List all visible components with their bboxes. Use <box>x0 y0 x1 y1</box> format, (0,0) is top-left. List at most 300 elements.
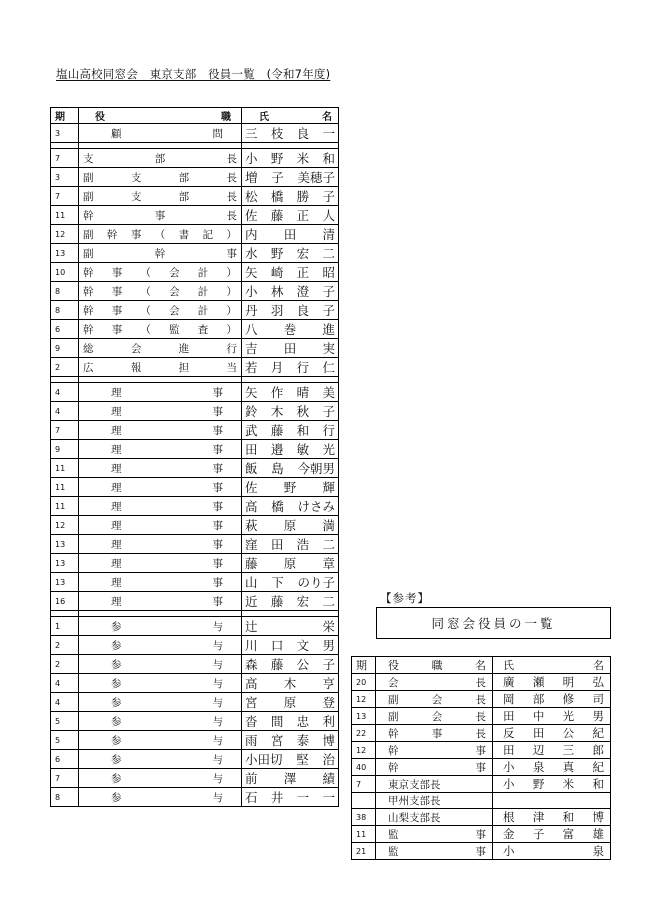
ref-position-text-part: 幹 <box>388 744 399 757</box>
position-text <box>83 189 237 204</box>
ki-cell: 13 <box>51 554 79 573</box>
position-text-part: 長 <box>226 171 237 184</box>
name-text-part: 佐 <box>245 208 258 223</box>
name-text-part: 一 <box>322 790 335 805</box>
position-text-part: 事 <box>212 386 223 399</box>
name-cell <box>242 358 339 377</box>
ref-header-yaku <box>376 657 493 674</box>
name-cell <box>242 168 339 187</box>
name-text-part: 田 <box>283 341 297 356</box>
position-cell <box>79 617 242 636</box>
name-text-part: 人 <box>322 208 335 223</box>
reference-label: 【参考】 <box>380 591 430 605</box>
name-text <box>245 358 335 376</box>
position-text-part: 理 <box>111 443 122 456</box>
ki-cell: 8 <box>51 282 79 301</box>
ref-name-text-part: 瀬 <box>532 675 545 689</box>
ref-name-text-part: 紀 <box>592 760 604 774</box>
ref-position-text <box>388 709 486 724</box>
ki-cell: 13 <box>51 573 79 592</box>
position-cell <box>79 244 242 263</box>
name-cell <box>242 244 339 263</box>
ref-position-cell <box>376 809 493 826</box>
position-text-part: 与 <box>212 753 223 766</box>
ref-name-text-part: 田 <box>503 709 515 723</box>
ref-position-text-part: 事 <box>431 727 443 740</box>
ref-name-text-part: 反 <box>503 726 515 740</box>
ref-name-text <box>503 759 604 775</box>
name-cell <box>242 421 339 440</box>
ref-position-text-part: 会 <box>431 710 443 723</box>
ref-position-cell <box>376 691 493 708</box>
position-text-part: （ <box>140 323 151 336</box>
ref-position-text-part: 副 <box>388 710 399 723</box>
table-row <box>51 636 339 655</box>
name-text-part: 正 <box>296 208 310 223</box>
ki-cell: 11 <box>51 497 79 516</box>
name-cell <box>242 636 339 655</box>
name-text-part: 文 <box>296 638 310 653</box>
ref-position-text-part: 事 <box>475 828 486 841</box>
name-text-part: 績 <box>322 771 335 786</box>
ref-name-cell <box>493 809 611 826</box>
name-text-part: 二 <box>322 537 335 552</box>
name-text-part: 巻 <box>283 322 297 337</box>
position-text-part: 事 <box>212 576 223 589</box>
position-text-part: 事 <box>111 266 123 279</box>
position-cell <box>79 497 242 516</box>
ref-ki-cell: 40 <box>352 759 376 776</box>
name-text-part: 宮 <box>270 733 284 748</box>
table-header <box>51 108 339 124</box>
name-text-part: 高 <box>245 676 258 691</box>
position-cell <box>79 712 242 731</box>
position-cell <box>79 206 242 225</box>
ref-name-text-part: 修 <box>562 692 575 706</box>
table-row <box>51 788 339 807</box>
table-row <box>51 440 339 459</box>
ref-name-text-part: 和 <box>592 777 604 791</box>
name-cell <box>242 459 339 478</box>
name-text <box>245 497 335 515</box>
position-text-part: 幹 <box>83 266 94 279</box>
ref-name-text-part: 津 <box>532 810 545 825</box>
ref-position-text <box>388 743 486 758</box>
name-text <box>245 440 335 458</box>
position-text-part: 与 <box>212 639 223 652</box>
ki-cell: 7 <box>51 421 79 440</box>
position-text-part: （ <box>140 266 151 279</box>
ki-cell: 8 <box>51 788 79 807</box>
position-text-part: 総 <box>83 342 94 355</box>
header-yaku-text-part: 職 <box>221 112 231 123</box>
table-row <box>51 655 339 674</box>
name-cell <box>242 263 339 282</box>
ref-name-text-part: 光 <box>562 709 575 723</box>
ref-position-cell <box>376 776 493 793</box>
position-text-part: 理 <box>111 405 122 418</box>
ref-name-text-part: 富 <box>562 827 575 842</box>
name-text-part: 原 <box>283 556 297 571</box>
ref-name-text-part: 小 <box>503 760 515 774</box>
position-text-part: 与 <box>212 620 223 633</box>
position-text-part: 理 <box>111 424 122 437</box>
ki-cell: 7 <box>51 769 79 788</box>
ki-cell: 4 <box>51 693 79 712</box>
name-cell <box>242 497 339 516</box>
table-row <box>51 693 339 712</box>
position-text-part: 理 <box>111 557 122 570</box>
ref-position-text-part: 事 <box>475 744 486 757</box>
header-yaku <box>79 108 242 124</box>
name-cell <box>242 788 339 807</box>
name-text <box>245 516 335 534</box>
position-text-part: 計 <box>197 266 209 279</box>
position-text-part: 事 <box>111 285 123 298</box>
position-text-part: （ <box>140 285 151 298</box>
name-text <box>245 693 335 711</box>
ref-table-row <box>352 776 611 793</box>
name-text <box>245 339 335 357</box>
name-text <box>245 225 335 243</box>
name-text <box>245 655 335 673</box>
ki-cell: 11 <box>51 206 79 225</box>
position-text-part: 与 <box>212 696 223 709</box>
position-text <box>83 499 237 514</box>
table-row <box>51 617 339 636</box>
name-text <box>245 617 335 635</box>
name-text <box>245 731 335 749</box>
ref-header-yaku-text-part: 職 <box>431 659 443 672</box>
position-cell <box>79 421 242 440</box>
ref-name-text-part: 公 <box>562 726 575 740</box>
name-cell <box>242 573 339 592</box>
name-text <box>245 769 335 787</box>
name-cell <box>242 383 339 402</box>
ref-header-yaku-text-part: 役 <box>388 659 399 672</box>
position-cell <box>79 535 242 554</box>
position-text <box>83 442 237 457</box>
header-yaku-text-part: 役 <box>95 112 105 123</box>
ref-name-text <box>503 826 604 842</box>
position-text-part: 幹 <box>106 228 118 241</box>
reference-title-box: 同窓会役員の一覧 <box>376 607 611 639</box>
ref-position-text-part: 事 <box>475 761 486 774</box>
name-text <box>245 402 335 420</box>
name-text-part: 宏 <box>296 246 310 261</box>
name-text-part: 清 <box>322 227 335 242</box>
ref-name-text-part: 米 <box>562 777 575 791</box>
ref-name-cell <box>493 826 611 843</box>
name-text-part: 邉 <box>270 442 284 457</box>
name-text-part: 利 <box>322 714 335 729</box>
name-text-part: 晴 <box>296 385 310 400</box>
ref-position-text-part: 幹 <box>388 761 399 774</box>
table-row <box>51 592 339 611</box>
position-text-part: 与 <box>212 658 223 671</box>
name-text-part: 武 <box>245 423 258 438</box>
ref-name-text <box>503 809 604 825</box>
ref-ki-cell <box>352 793 376 809</box>
ref-position-cell <box>376 674 493 691</box>
name-text-part: 雨 <box>245 733 258 748</box>
ref-ki-cell: 22 <box>352 725 376 742</box>
name-text-part: 野 <box>283 480 297 495</box>
ref-name-text-part: 廣 <box>503 675 515 689</box>
name-cell <box>242 478 339 497</box>
name-cell <box>242 769 339 788</box>
name-cell <box>242 440 339 459</box>
name-text <box>245 459 335 477</box>
position-text-part: ） <box>226 323 237 336</box>
ref-table-row <box>352 843 611 860</box>
position-text-part: 事 <box>212 481 223 494</box>
table-row <box>51 731 339 750</box>
name-text-part: 光 <box>322 442 335 457</box>
ref-table-row <box>352 708 611 725</box>
position-text <box>83 790 237 805</box>
ref-name-cell <box>493 793 611 809</box>
name-text-part: のり子 <box>297 575 335 590</box>
ref-ki-cell: 13 <box>352 708 376 725</box>
name-text-part: 内 <box>245 227 258 242</box>
ref-header-ki: 期 <box>352 657 376 674</box>
name-text <box>245 263 335 281</box>
position-text-part: 幹 <box>83 209 94 222</box>
table-row <box>51 421 339 440</box>
ref-name-text-part: 雄 <box>592 827 604 842</box>
ki-cell: 7 <box>51 187 79 206</box>
position-text-part: 事 <box>212 519 223 532</box>
position-text-part: 長 <box>226 190 237 203</box>
position-text <box>83 404 237 419</box>
position-text <box>83 341 237 356</box>
ref-ki-cell: 7 <box>352 776 376 793</box>
name-text-part: 子 <box>271 170 284 185</box>
name-text-part: 栄 <box>322 619 335 634</box>
position-text-part: 進 <box>178 342 190 355</box>
ref-table-header <box>352 657 611 674</box>
ref-header-name <box>493 657 611 674</box>
position-text-part: 長 <box>226 209 237 222</box>
name-text-part: 辻 <box>245 619 258 634</box>
name-text-part: 一 <box>296 790 310 805</box>
table-row <box>51 168 339 187</box>
name-text-part: 川 <box>245 638 258 653</box>
position-text <box>83 385 237 400</box>
name-cell <box>242 402 339 421</box>
name-text-part: 田 <box>245 442 258 457</box>
position-cell <box>79 516 242 535</box>
officers-table <box>50 107 339 807</box>
name-text-part: 増 <box>245 170 258 185</box>
position-text-part: 会 <box>130 342 142 355</box>
table-row <box>51 459 339 478</box>
ref-name-text-part: 田 <box>503 743 515 757</box>
name-cell <box>242 339 339 358</box>
position-text-part: ） <box>226 266 237 279</box>
position-text <box>83 284 237 299</box>
name-text <box>245 573 335 591</box>
name-text-part: 治 <box>322 752 335 767</box>
position-text <box>83 619 237 634</box>
position-text-part: 査 <box>197 323 209 336</box>
name-text-part: 石 <box>245 790 258 805</box>
name-text <box>245 478 335 496</box>
name-text-part: 一 <box>322 126 335 141</box>
name-text-part: 飯 <box>245 461 258 476</box>
position-text <box>83 676 237 691</box>
position-cell <box>79 339 242 358</box>
position-cell <box>79 788 242 807</box>
ref-name-cell <box>493 674 611 691</box>
name-text-part: 丹 <box>245 303 258 318</box>
position-text-part: 担 <box>178 361 190 374</box>
position-text-part: 事 <box>212 500 223 513</box>
name-text-part: 澄 <box>296 284 310 299</box>
position-cell <box>79 282 242 301</box>
ki-cell: 8 <box>51 301 79 320</box>
ref-header-yaku-text <box>388 657 486 673</box>
name-text-part: 原 <box>283 518 297 533</box>
name-text-part: 小 <box>245 284 258 299</box>
name-text-part: 井 <box>270 790 284 805</box>
name-cell <box>242 592 339 611</box>
ref-ki-cell: 38 <box>352 809 376 826</box>
position-text-part: 与 <box>212 791 223 804</box>
ki-cell: 11 <box>51 478 79 497</box>
position-cell <box>79 554 242 573</box>
position-text-part: 部 <box>178 171 190 184</box>
ref-position-text-part: 甲州支部長 <box>388 795 441 808</box>
table-row <box>51 383 339 402</box>
name-text-part: 子 <box>322 657 335 672</box>
position-text-part: 会 <box>169 285 180 298</box>
position-text <box>83 771 237 786</box>
name-text-part: 実 <box>322 341 335 356</box>
position-text <box>83 518 237 533</box>
ref-position-cell <box>376 725 493 742</box>
position-text <box>83 657 237 672</box>
ref-name-text-part: 野 <box>532 777 545 791</box>
position-cell <box>79 263 242 282</box>
position-cell <box>79 769 242 788</box>
ref-position-text-part: 副 <box>388 693 399 706</box>
table-row <box>51 244 339 263</box>
ref-name-cell <box>493 725 611 742</box>
ref-position-cell <box>376 793 493 809</box>
position-text-part: 幹 <box>154 247 166 260</box>
ref-name-text-part: 泉 <box>532 760 545 774</box>
name-text-part: 林 <box>270 284 284 299</box>
name-text-part: 萩 <box>245 518 258 533</box>
position-text <box>83 265 237 280</box>
name-text-part: 羽 <box>270 303 284 318</box>
position-text-part: 副 <box>83 190 94 203</box>
name-text <box>245 124 335 142</box>
name-text-part: 窪 <box>245 537 258 552</box>
name-cell <box>242 282 339 301</box>
ref-position-text-part: 監 <box>388 845 399 858</box>
position-cell <box>79 168 242 187</box>
position-text-part: 報 <box>130 361 142 374</box>
table-row <box>51 535 339 554</box>
name-text-part: 勝 <box>296 189 310 204</box>
position-text-part: 理 <box>111 500 122 513</box>
name-text-part: 矢 <box>245 385 258 400</box>
name-text <box>245 788 335 806</box>
name-text-part: 下 <box>271 575 284 590</box>
name-text-part: 男 <box>322 638 335 653</box>
position-cell <box>79 187 242 206</box>
table-row <box>51 497 339 516</box>
name-text-part: 今朝男 <box>297 461 335 476</box>
ref-position-cell <box>376 843 493 860</box>
ki-cell: 1 <box>51 617 79 636</box>
position-text <box>83 752 237 767</box>
table-row <box>51 187 339 206</box>
position-text-part: 部 <box>154 152 166 165</box>
name-text-part: 沓 <box>245 714 258 729</box>
ref-table-row <box>352 826 611 843</box>
name-text-part: 木 <box>270 404 284 419</box>
ki-cell: 3 <box>51 168 79 187</box>
ref-name-cell <box>493 759 611 776</box>
name-text-part: 良 <box>296 303 310 318</box>
position-text-part: 与 <box>212 772 223 785</box>
ref-header-yaku-text-part: 名 <box>475 659 486 672</box>
position-text-part: 記 <box>202 228 214 241</box>
table-row <box>51 225 339 244</box>
ref-position-cell <box>376 742 493 759</box>
position-text-part: ） <box>226 304 237 317</box>
position-text-part: 事 <box>212 424 223 437</box>
ki-cell: 4 <box>51 402 79 421</box>
header-yaku-text <box>83 108 237 123</box>
name-text-part: 浩 <box>296 537 310 552</box>
position-text-part: 事 <box>212 595 223 608</box>
position-text-part: 参 <box>111 753 122 766</box>
name-cell <box>242 712 339 731</box>
ki-cell: 16 <box>51 592 79 611</box>
name-text-part: 高 <box>245 499 258 514</box>
ref-name-cell <box>493 691 611 708</box>
name-text-part: 藤 <box>270 657 284 672</box>
name-text-part: 山 <box>245 575 258 590</box>
name-text-part: 登 <box>322 695 335 710</box>
position-text <box>83 733 237 748</box>
ref-name-text-part: 泉 <box>592 844 604 859</box>
name-text-part: 八 <box>245 322 258 337</box>
name-text-part: 仁 <box>322 360 335 375</box>
ref-position-text <box>388 777 486 792</box>
ref-table-row <box>352 691 611 708</box>
ref-name-text <box>503 843 604 859</box>
ref-position-text <box>388 810 486 825</box>
name-text-part: 博 <box>322 733 335 748</box>
name-text-part: 和 <box>296 423 310 438</box>
ref-ki-cell: 12 <box>352 691 376 708</box>
name-text-part: 月 <box>270 360 284 375</box>
ref-name-text-part: 郎 <box>592 743 604 757</box>
position-text-part: 事 <box>212 557 223 570</box>
position-text <box>83 322 237 337</box>
position-text-part: 理 <box>111 576 122 589</box>
position-text-part: 会 <box>169 304 180 317</box>
name-text <box>245 750 335 768</box>
name-text-part: 米 <box>296 151 310 166</box>
name-text-part: 橋 <box>271 499 284 514</box>
